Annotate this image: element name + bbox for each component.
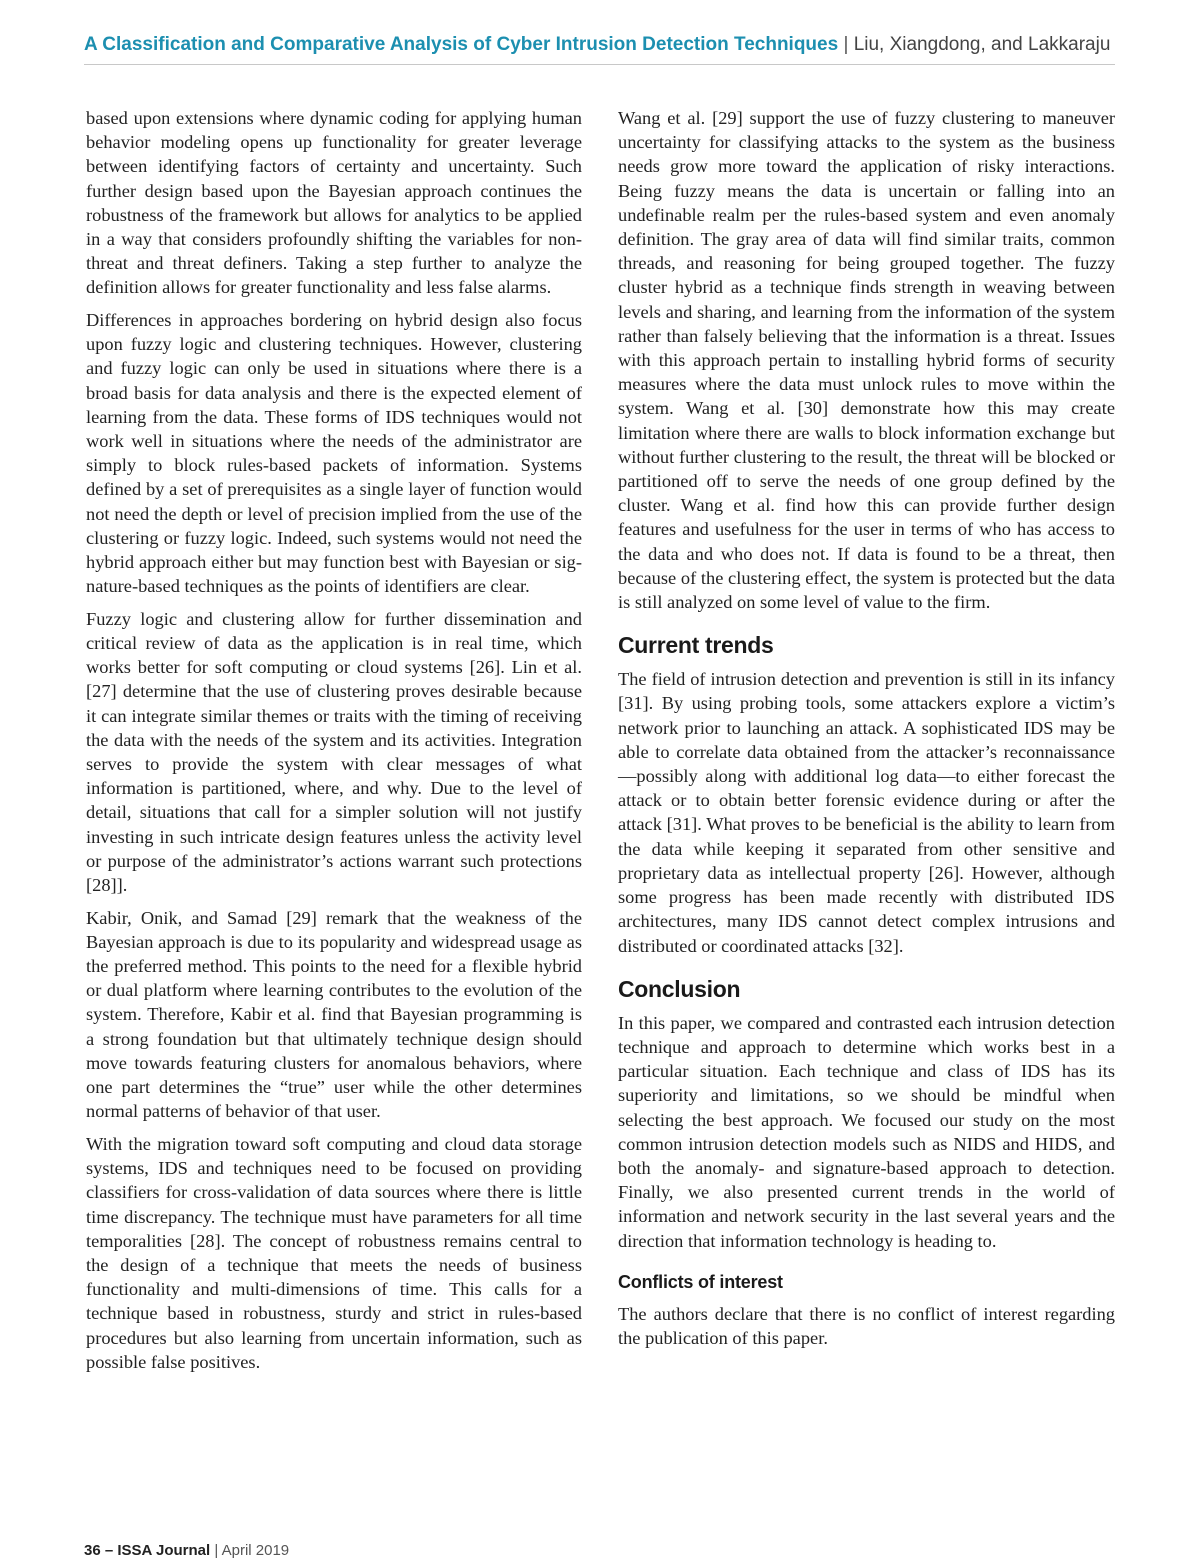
body-paragraph: The field of intrusion detection and prevention is still in its infancy [31]. By using probing tools, some attackers explore a victim’s network prior to launching an attack. A sophisticated IDS may be able to correlate data obtained from the attacker’s reconnaissance—possibly along with additional log data—to either forecast the attack or to obtain better forensic evidence during or after the attack [31]. What proves to be beneficial is the ability to learn from the data while keeping it separated from other sensitive and proprietary data as intellectual property [26]. However, although some progress has been made recently with distributed IDS architectures, many IDS cannot detect complex intrusions and distributed or coordinated attacks [32]. [618, 669, 1115, 956]
body-paragraph: Differences in approaches bordering on hybrid design also focus upon fuzzy logic and clustering techniques. However, clustering and fuzzy logic can only be used in situations where there is a broad basis for data analysis and there is the expected element of learning from the data. These forms of IDS techniques would not work well in situations where the needs of the administrator are simply to block rules-based packets of information. Systems defined by a set of prerequisites as a single layer of function would not need the depth or level of precision implied from the use of the clustering or fuzzy logic. Indeed, such systems would not need the hybrid approach either but may function best with Bayesian or signature-based techniques as the points of identifiers are clear. [86, 310, 582, 597]
header-divider [84, 64, 1115, 65]
body-paragraph: based upon extensions where dynamic coding for applying human behavior modeling opens up functionality for greater leverage between identifying factors of certainty and uncertainty. Such further design based upon the Bayesian approach continues the robustness of the framework but allows for analytics to be applied in a way that considers profoundly shifting the variables for non-threat and threat definers. Taking a step further to analyze the definition allows for greater functionality and less false alarms. [86, 108, 582, 298]
left-column [86, 106, 582, 1382]
header-separator: | [843, 34, 849, 55]
body-paragraph: In this paper, we compared and contrasted each intrusion detection technique and approach to determine which works best in a particular situation. Each technique and class of IDS has its superiority and limitations, so we should be mindful when selecting the best approach. We focused our study on the most common intrusion detection models such as NIDS and HIDS, and both the anomaly- and signature-based approach to detection. Finally, we also presented current trends in the world of information and network security in the last several years and the direction that information technology is heading to. [618, 1012, 1115, 1251]
body-paragraph: With the migration toward soft computing and cloud data storage systems, IDS and techniques need to be focused on providing classifiers for cross-validation of data sources where there is little time discrepancy. The technique must have parameters for all time temporalities [28]. The concept of robustness remains central to the design of a technique that meets the needs of business functionality and multi-dimensions of time. This calls for a technique based in robustness, sturdy and strict in rules-based procedures but also learning from uncertain information, such as possible false positives. [86, 1133, 582, 1372]
section-heading-conclusion: Conclusion [618, 975, 741, 1002]
body-paragraph: Kabir, Onik, and Samad [29] remark that the weakness of the Bayesian approach is due to its popularity and widespread usage as the preferred method. This points to the need for a flexible hybrid or dual platform where learning contributes to the evolution of the system. Therefore, Kabir et al. find that Bayesian programming is a strong foundation but that ultimately technique design should move towards featuring clusters for anomalous behaviors, where one part determines the “true” user while the other determines normal patterns of behavior of that user. [86, 907, 582, 1122]
running-header [84, 32, 1115, 58]
journal-name: ISSA Journal [117, 1542, 211, 1559]
right-column [618, 106, 1115, 1359]
footer-dash: – [104, 1542, 114, 1559]
section-heading-conflicts: Conflicts of interest [618, 1271, 783, 1292]
page-number: 36 [84, 1542, 101, 1559]
section-heading-current-trends: Current trends [618, 632, 774, 659]
article-title: A Classification and Comparative Analysis of Cyber Intrusion Detection Techniques [84, 34, 839, 55]
page-footer [84, 1541, 289, 1561]
body-paragraph: The authors declare that there is no conflict of interest regarding the publication of this paper. [618, 1303, 1115, 1348]
body-paragraph: Fuzzy logic and clustering allow for further dissemination and critical review of data as the application is in real time, which works better for soft computing or cloud systems [26]. Lin et al. [27] determine that the use of clustering proves desirable because it can integrate similar themes or traits with the timing of receiving the data with the needs of the system and its activities. Integration serves to provide the system with clear messages of what information is partitioned, where, and why. Due to the level of detail, situations that call for a simpler solution will not justify investing in such intricate design features unless the activity level or purpose of the administrator’s actions warrant such protections [28]]. [86, 608, 582, 896]
body-paragraph: Wang et al. [29] support the use of fuzzy clustering to maneuver uncertainty for classifying attacks to the system as the business needs grow more toward the application of risky interactions. Being fuzzy means the data is uncertain or falling into an undefinable realm per the rules-based system and even anomaly definition. The gray area of data will find similar traits, common threads, and reasoning for being grouped together. The fuzzy cluster hybrid as a technique finds strength in weaving between levels and sharing, and learning from the information of the system rather than falsely believing that the information is a threat. Issues with this approach pertain to installing hybrid forms of security measures where the data must unlock rules to move within the system. Wang et al. [30] demonstrate how this may create limitation where there are walls to block information exchange but without further clustering to the result, the threat will be blocked or partitioned off to serve the needs of one group defined by the cluster. Wang et al. find how this can provide further design features and usefulness for the user in terms of who has access to the data and who does not. If data is found to be a threat, then because of the clustering effect, the system is protected but the data is still analyzed on some level of value to the firm. [618, 108, 1115, 613]
footer-separator: | [214, 1542, 219, 1559]
article-authors: Liu, Xiangdong, and Lakkaraju [853, 34, 1111, 55]
issue-date: April 2019 [221, 1542, 290, 1559]
